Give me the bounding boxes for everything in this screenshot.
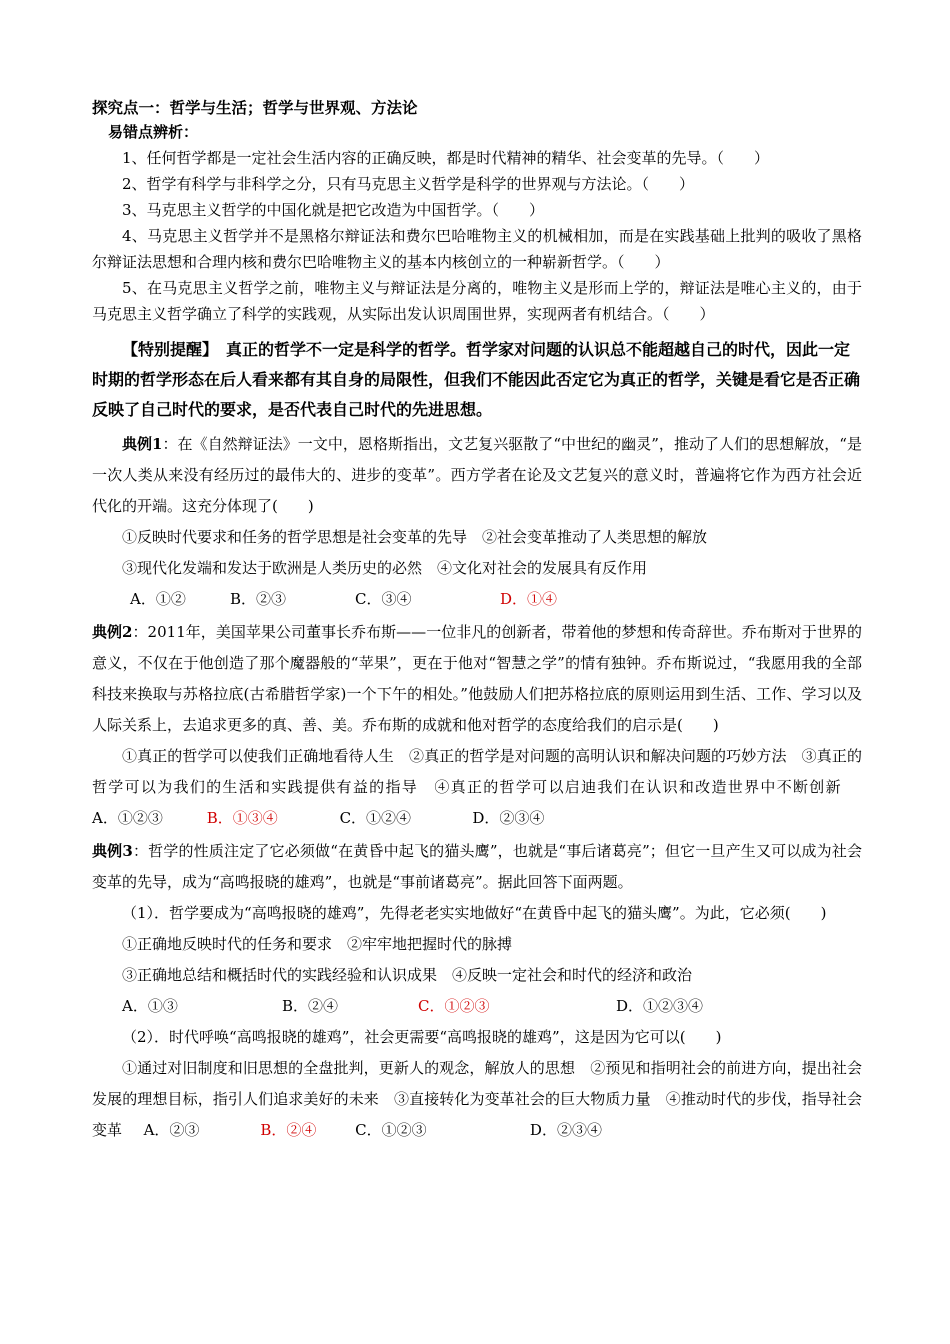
example-1-option-c: C．③④ (355, 590, 412, 608)
example-1-items-a: ①反映时代要求和任务的哲学思想是社会变革的先导 ②社会变革推动了人类思想的解放 (122, 528, 708, 546)
section-heading: 探究点一：哲学与生活；哲学与世界观、方法论 (92, 98, 418, 117)
example-2-option-a: A．①②③ (92, 809, 163, 827)
error-point-5: 5、在马克思主义哲学之前，唯物主义与辩证法是分离的，唯物主义是形而上学的，辩证法是唯心主义的，由于马克思主义哲学确立了科学的实践观，从实际出发认识周围世界，实现两者有机结合。（ ） (92, 279, 862, 323)
special-reminder (92, 335, 862, 425)
example-2-answer: B．①③④ (206, 809, 278, 827)
example-3-q1-option-d: D．①②③④ (616, 997, 704, 1015)
example-3-q2-items: ①通过对旧制度和旧思想的全盘批判，更新人的观念，解放人的思想 ②预见和指明社会的前进方向，提出社会发展的理想目标，指引人们追求美好的未来 ③直接转化为变革社会的巨大物质力量 ④推动时代的步伐，指导社会变革 (92, 1059, 862, 1139)
error-point-4: 4、马克思主义哲学并不是黑格尔辩证法和费尔巴哈唯物主义的机械相加，而是在实践基础上批判的吸收了黑格尔辩证法思想和合理内核和费尔巴哈唯物主义的基本内核创立的一种崭新哲学。（ ） (92, 227, 862, 271)
example-3-q1-option-a: A．①③ (122, 997, 178, 1015)
example-3-q1-items-a: ①正确地反映时代的任务和要求 ②牢牢地把握时代的脉搏 (122, 935, 513, 953)
example-1 (92, 429, 862, 615)
special-reminder-label: 【特别提醒】 (122, 340, 211, 359)
example-3-q1-answer: C．①②③ (418, 997, 490, 1015)
example-2-label: 典例2 (92, 623, 133, 641)
example-3-question-2: （2）．时代呼唤“高鸣报晓的雄鸡”，社会更需要“高鸣报晓的雄鸡”，这是因为它可以( ) (122, 1028, 722, 1046)
example-2-text: ：2011年，美国苹果公司董事长乔布斯——一位非凡的创新者，带着他的梦想和传奇辞世。乔布斯对于世界的意义，不仅在于他创造了那个魔器般的“苹果”，更在于他对“智慧之学”的情有独钟。乔布斯说过，“我愿用我的全部科技来换取与苏格拉底(古希腊哲学家)一个下午的相处。”他鼓励人们把苏格拉底的原则运用到生活、工作、学习以及人际关系上，去追求更多的真、善、美。乔布斯的成就和他对哲学的态度给我们的启示是( ) (92, 623, 862, 734)
error-point-1: 1、任何哲学都是一定社会生活内容的正确反映，都是时代精神的精华、社会变革的先导。（ ） (122, 149, 770, 167)
error-point-3: 3、马克思主义哲学的中国化就是把它改造为中国哲学。（ ） (122, 201, 545, 219)
example-1-option-a: A．①② (130, 590, 186, 608)
example-3-text: ：哲学的性质注定了它必须做“在黄昏中起飞的猫头鹰”，也就是“事后诸葛亮”；但它一旦产生又可以成为社会变革的先导，成为“高鸣报晓的雄鸡”，也就是“事前诸葛亮”。据此回答下面两题。 (92, 842, 863, 891)
example-1-answer: D．①④ (500, 590, 558, 608)
document-page (92, 96, 862, 1146)
example-3-q1-items-b: ③正确地总结和概括时代的实践经验和认识成果 ④反映一定社会和时代的经济和政治 (122, 966, 693, 984)
example-3 (92, 836, 862, 1146)
example-3-q2-option-d: D．②③④ (529, 1121, 602, 1139)
example-2-option-c: C．①②④ (339, 809, 412, 827)
example-3-q2-option-c: C．①②③ (355, 1121, 427, 1139)
example-2-items: ①真正的哲学可以使我们正确地看待人生 ②真正的哲学是对问题的高明认识和解决问题的巧妙方法 ③真正的哲学可以为我们的生活和实践提供有益的指导 ④真正的哲学可以启迪我们在认识和改造世界中不断创新 (92, 747, 862, 796)
example-2-option-d: D．②③④ (472, 809, 545, 827)
example-3-q2-option-a: A．②③ (143, 1121, 200, 1139)
example-2 (92, 617, 862, 834)
example-1-text: ：在《自然辩证法》一文中，恩格斯指出，文艺复兴驱散了“中世纪的幽灵”，推动了人们的思想解放，“是一次人类从来没有经历过的最伟大的、进步的变革”。西方学者在论及文艺复兴的意义时，普遍将它作为西方社会近代化的开端。这充分体现了( ) (92, 435, 862, 515)
error-points-heading: 易错点辨析： (108, 123, 199, 141)
special-reminder-text: 真正的哲学不一定是科学的哲学。哲学家对问题的认识总不能超越自己的时代，因此一定时期的哲学形态在后人看来都有其自身的局限性，但我们不能因此否定它为真正的哲学，关键是看它是否正确反映了自己时代的要求，是否代表自己时代的先进思想。 (92, 340, 861, 419)
example-1-items-b: ③现代化发端和发达于欧洲是人类历史的必然 ④文化对社会的发展具有反作用 (122, 559, 648, 577)
error-point-2: 2、哲学有科学与非科学之分，只有马克思主义哲学是科学的世界观与方法论。（ ） (122, 175, 695, 193)
example-1-label: 典例1 (122, 435, 163, 453)
example-3-label: 典例3 (92, 842, 133, 860)
example-1-option-b: B．②③ (230, 590, 287, 608)
example-3-q2-answer: B．②④ (260, 1121, 317, 1139)
example-3-question-1: （1）．哲学要成为“高鸣报晓的雄鸡”，先得老老实实地做好“在黄昏中起飞的猫头鹰”。为此，它必须( ) (122, 904, 827, 922)
example-3-q1-option-b: B．②④ (282, 997, 339, 1015)
